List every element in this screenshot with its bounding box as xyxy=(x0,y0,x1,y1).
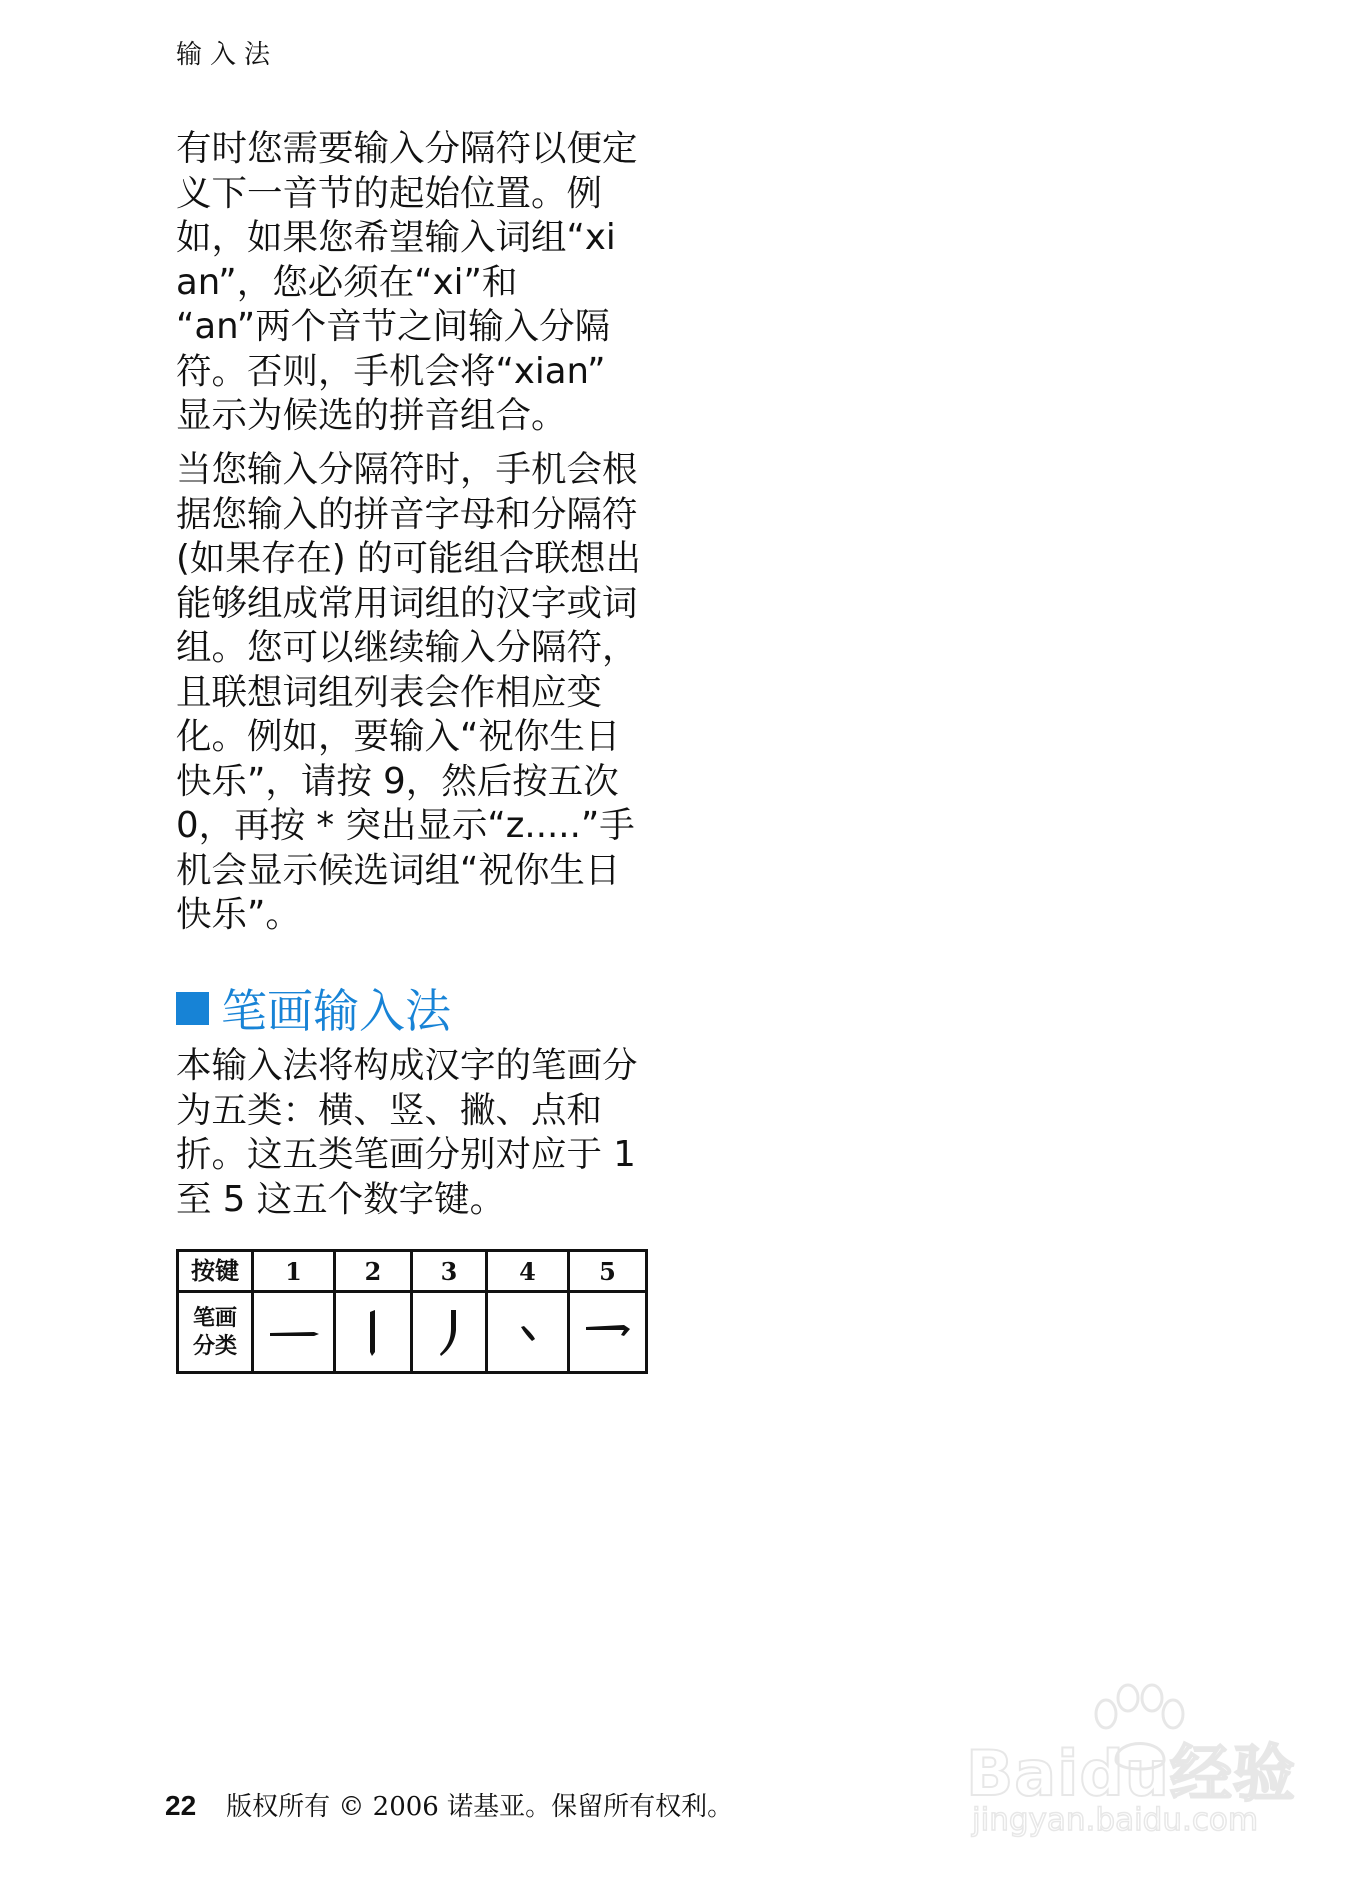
zhe-stroke-icon xyxy=(580,1310,636,1354)
text-line: “an”两个音节之间输入分隔 xyxy=(176,306,611,347)
text-line: 折。这五类笔画分别对应于 1 xyxy=(176,1134,636,1175)
section-heading-text: 笔画输入法 xyxy=(221,984,451,1038)
text-line: 且联想词组列表会作相应变 xyxy=(176,671,603,713)
key-cell-4: 4 xyxy=(487,1251,569,1292)
stroke-label-line: 笔画 xyxy=(192,1305,237,1331)
key-header-cell: 按键 xyxy=(178,1251,253,1292)
text-line: 显示为候选的拼音组合。 xyxy=(176,395,567,436)
key-cell-3: 3 xyxy=(412,1251,487,1292)
text-line: 快乐”。 xyxy=(176,894,301,935)
stroke-label-cell xyxy=(178,1292,253,1373)
text-line: 有时您需要输入分隔符以便定 xyxy=(176,128,638,169)
text-line: an”，您必须在“xi”和 xyxy=(176,261,518,303)
stroke-cell-2 xyxy=(335,1292,412,1373)
text-line: 符。否则，手机会将“xian” xyxy=(176,350,606,392)
key-cell-1: 1 xyxy=(253,1251,335,1292)
baidu-watermark xyxy=(966,1690,1296,1850)
dian-stroke-icon xyxy=(508,1312,548,1352)
pie-stroke-icon xyxy=(429,1304,469,1360)
running-header: 输入法 xyxy=(176,40,279,70)
text-line: 至 5 这五个数字键。 xyxy=(176,1178,506,1220)
stroke-cell-5 xyxy=(569,1292,647,1373)
page-footer xyxy=(165,1786,733,1823)
text-line: 化。例如，要输入“祝你生日 xyxy=(176,716,621,757)
page-number: 22 xyxy=(165,1790,197,1821)
stroke-cell-3 xyxy=(412,1292,487,1373)
watermark-brand: Baidu经验 xyxy=(966,1737,1296,1810)
paragraph-association-info xyxy=(176,448,676,938)
stroke-cell-1 xyxy=(253,1292,335,1373)
key-cell-2: 2 xyxy=(335,1251,412,1292)
text-line: 组。您可以继续输入分隔符， xyxy=(176,627,638,668)
shu-stroke-icon xyxy=(353,1304,393,1360)
text-line: (如果存在) 的可能组合联想出 xyxy=(176,538,641,579)
text-line: 义下一音节的起始位置。例 xyxy=(176,172,603,214)
watermark-url: jingyan.baidu.com xyxy=(972,1802,1259,1838)
text-line: 据您输入的拼音字母和分隔符 xyxy=(176,493,638,535)
paragraph-separator-info xyxy=(176,127,676,439)
table-stroke-row xyxy=(178,1292,647,1373)
paragraph-stroke-categories xyxy=(176,1044,676,1222)
text-line: 当您输入分隔符时，手机会根 xyxy=(176,449,638,490)
section-heading-stroke-input xyxy=(176,982,451,1038)
text-line: 机会显示候选词组“祝你生日 xyxy=(176,849,621,891)
stroke-label-line: 分类 xyxy=(192,1333,237,1359)
text-line: 0，再按 * 突出显示“z.....”手 xyxy=(176,805,635,846)
text-line: 为五类：横、竖、撇、点和 xyxy=(176,1089,603,1131)
text-line: 快乐”，请按 9，然后按五次 xyxy=(176,760,619,802)
key-cell-5: 5 xyxy=(569,1251,647,1292)
stroke-key-table xyxy=(176,1249,648,1374)
text-line: 本输入法将构成汉字的笔画分 xyxy=(176,1045,638,1086)
heng-stroke-icon xyxy=(264,1312,324,1352)
table-header-row xyxy=(178,1251,647,1292)
text-line: 能够组成常用词组的汉字或词 xyxy=(176,582,638,624)
stroke-cell-4 xyxy=(487,1292,569,1373)
copyright-notice: 版权所有 © 2006 诺基亚。保留所有权利。 xyxy=(226,1792,734,1822)
text-line: 如，如果您希望输入词组“xi xyxy=(176,217,616,258)
bullet-square-icon xyxy=(176,992,209,1025)
